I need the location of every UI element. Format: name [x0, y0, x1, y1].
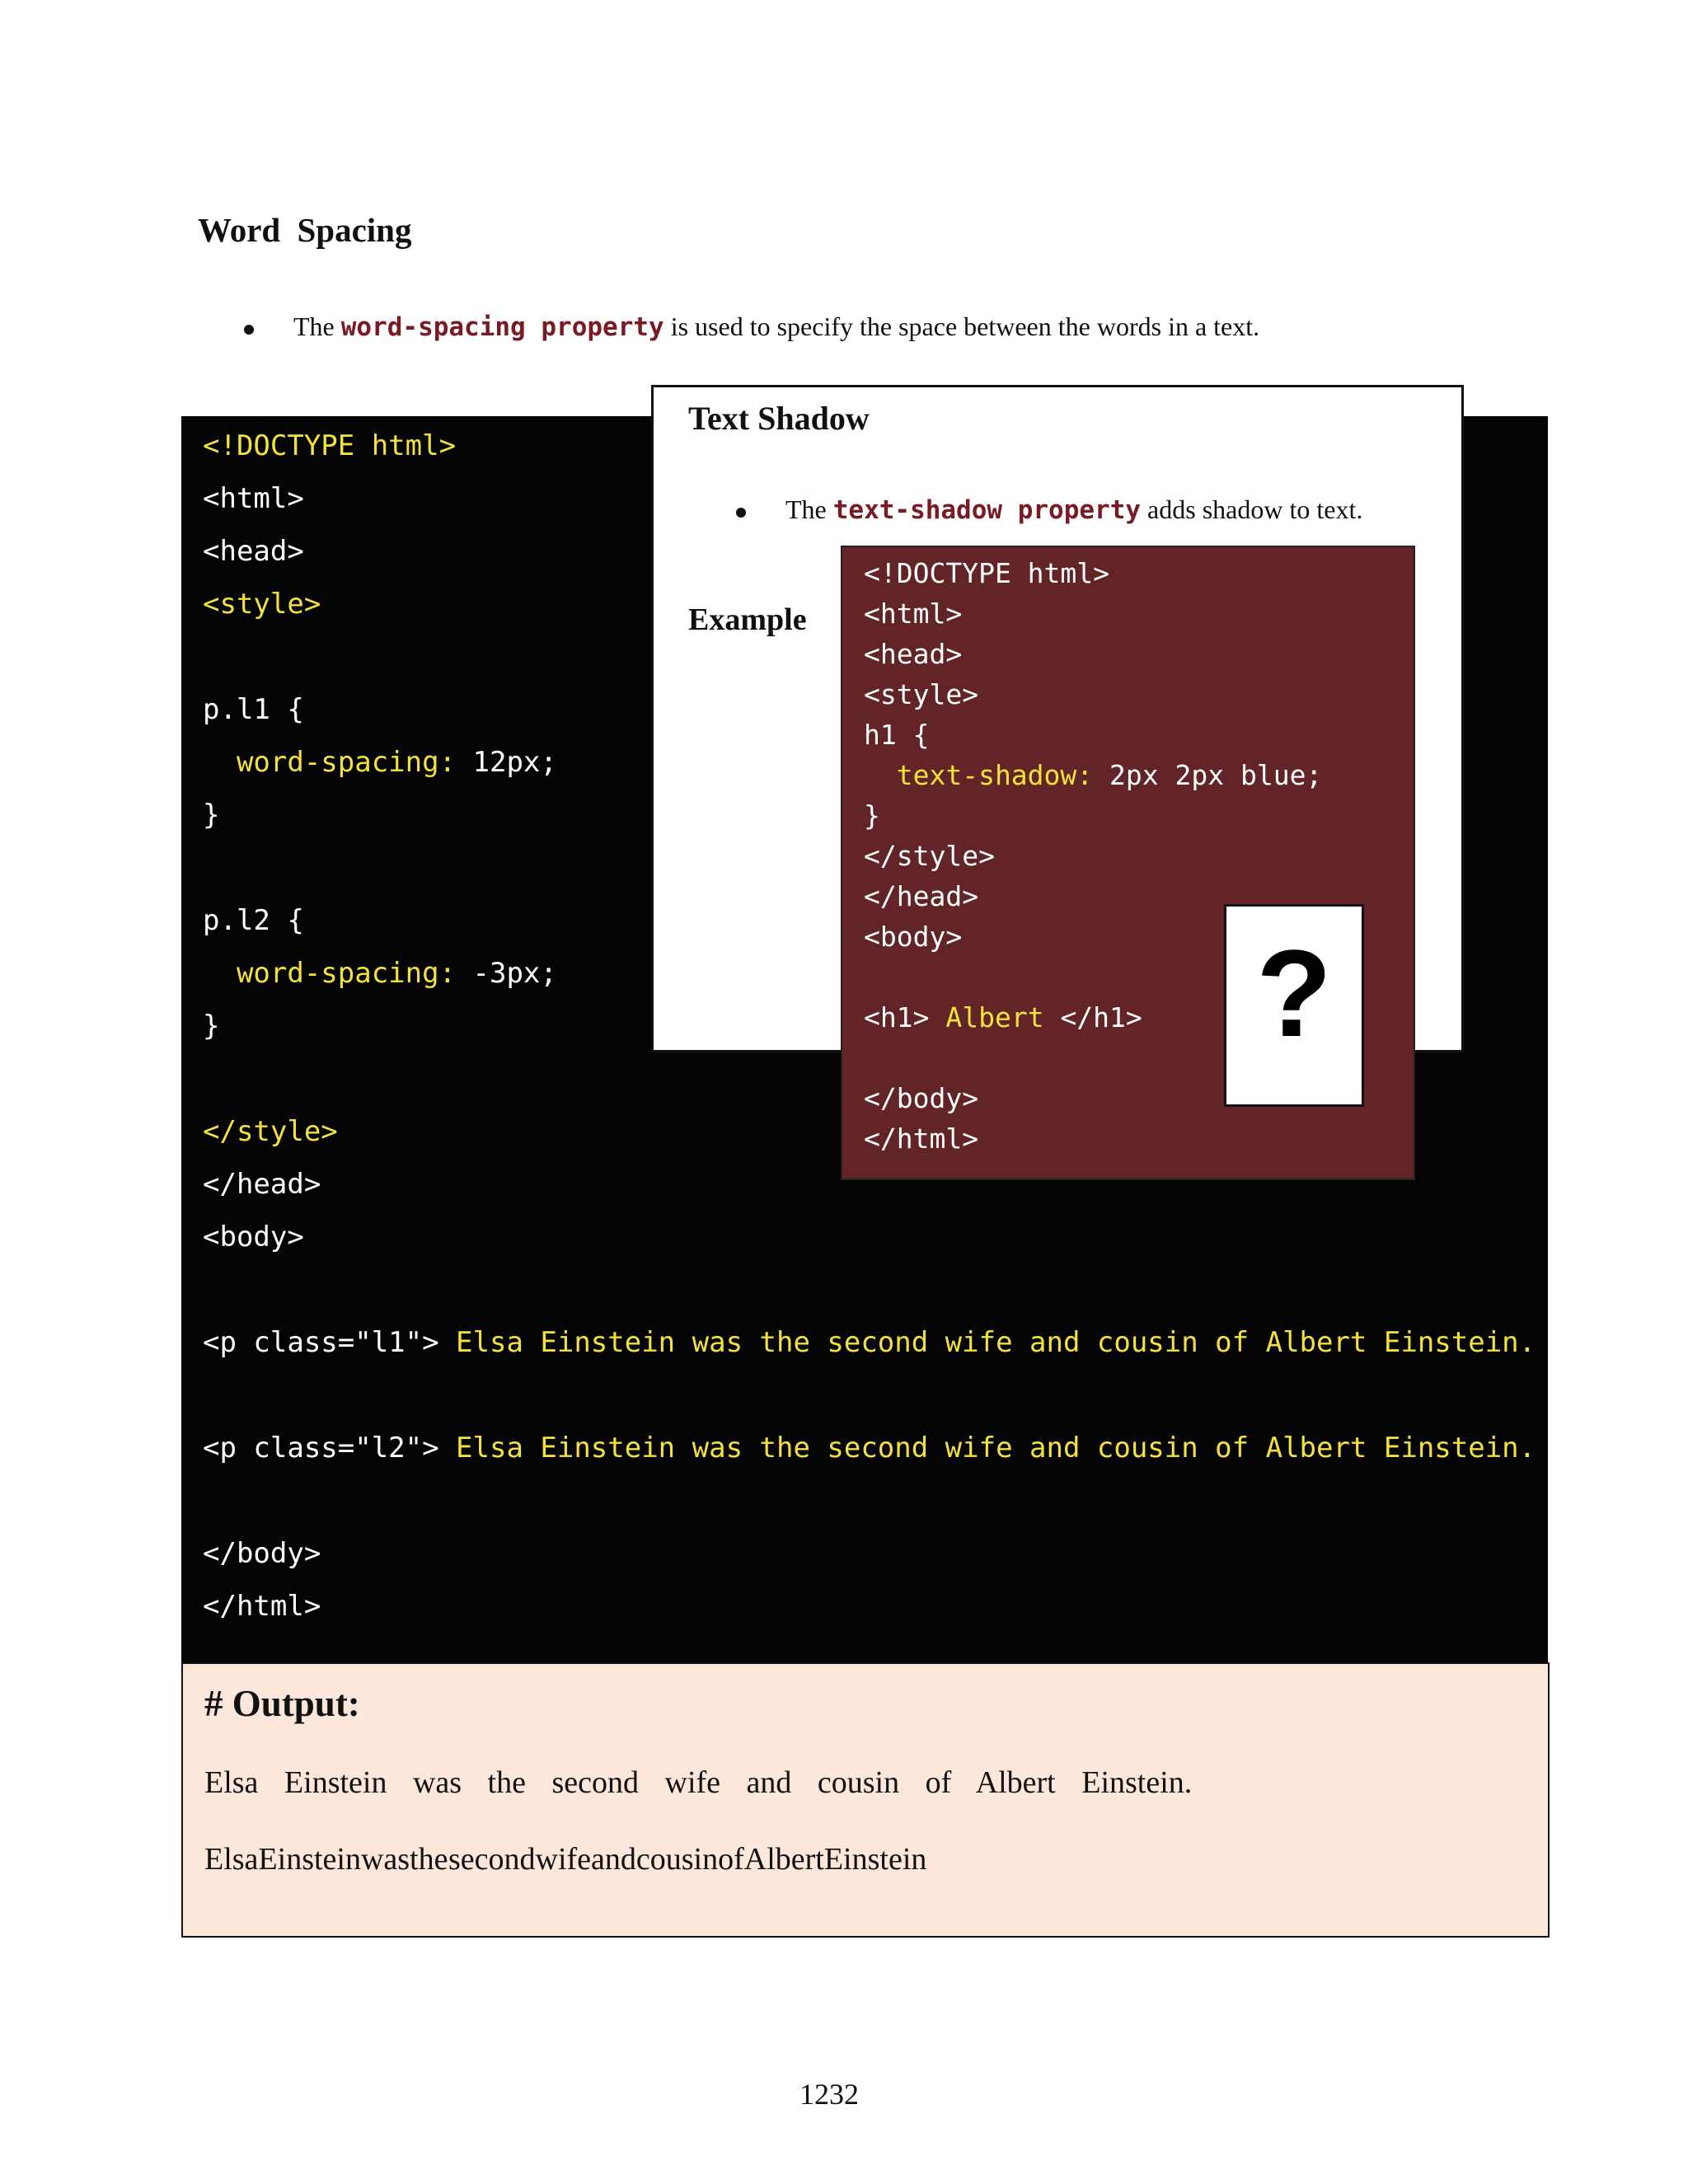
- code-line: p.l2 {: [203, 904, 304, 937]
- code-line: <style>: [203, 588, 321, 621]
- html-text: Albert: [929, 1001, 1061, 1033]
- css-value: 12px;: [456, 746, 557, 779]
- code-line: }: [864, 799, 880, 832]
- html-text: Elsa Einstein was the second wife and cousin of Albert Einstein.: [438, 1326, 1536, 1359]
- code-line: </head>: [864, 880, 979, 912]
- word-spacing-intro: [244, 312, 1259, 342]
- code-line: p.l1 {: [203, 693, 304, 726]
- code-line: </style>: [203, 1115, 338, 1148]
- code-line: <style>: [864, 678, 979, 710]
- code-line: <body>: [864, 921, 963, 953]
- code-line: </style>: [864, 840, 995, 872]
- code-line: </head>: [203, 1168, 321, 1201]
- html-tag: </p>: [1536, 1326, 1620, 1359]
- code-line: }: [203, 1010, 220, 1043]
- css-property: text-shadow:: [864, 759, 1094, 791]
- code-line: <body>: [203, 1221, 304, 1254]
- output-box: [181, 1662, 1550, 1938]
- output-line-wide-spacing: Elsa Einstein was the second wife and cousin of Albert Einstein.: [204, 1765, 1193, 1800]
- html-tag: <h1>: [864, 1001, 930, 1033]
- text-shadow-title: Text Shadow: [688, 400, 870, 437]
- code-line: </body>: [203, 1537, 321, 1570]
- bullet-icon: [736, 508, 746, 518]
- code-line: h1 {: [864, 719, 930, 751]
- css-property: word-spacing:: [203, 957, 457, 990]
- code-line: <!DOCTYPE html>: [203, 429, 457, 462]
- html-text: Elsa Einstein was the second wife and cousin of Albert Einstein.: [438, 1432, 1536, 1465]
- code-line: [203, 746, 557, 779]
- code-line: <head>: [203, 535, 304, 568]
- css-property: word-spacing:: [203, 746, 457, 779]
- output-line-narrow-spacing: ElsaEinsteinwasthe secondwifeandcousinofAlbertEinstein: [204, 1842, 927, 1877]
- html-tag: </h1>: [1060, 1001, 1142, 1033]
- code-line: [864, 1001, 1142, 1033]
- question-mark-box: [1224, 904, 1364, 1107]
- code-line: <html>: [864, 598, 963, 630]
- page-number: 1232: [799, 2078, 859, 2111]
- output-title: # Output:: [204, 1683, 360, 1724]
- intro-prefix: The: [785, 494, 833, 524]
- text-shadow-intro: [736, 494, 1362, 525]
- code-line: [203, 1432, 1620, 1465]
- bullet-icon: [244, 325, 254, 335]
- code-line: <html>: [203, 482, 304, 515]
- html-tag: <p class="l2">: [203, 1432, 439, 1465]
- code-line: <!DOCTYPE html>: [864, 557, 1110, 589]
- intro-suffix: adds shadow to text.: [1141, 494, 1363, 524]
- code-line: </html>: [203, 1590, 321, 1623]
- example-label: Example: [688, 602, 807, 637]
- code-line: [203, 1326, 1620, 1359]
- code-line: }: [203, 799, 220, 832]
- css-value: 2px 2px blue;: [1093, 759, 1323, 791]
- html-tag: <p class="l1">: [203, 1326, 439, 1359]
- html-tag: </p>: [1536, 1432, 1620, 1465]
- code-line: <head>: [864, 638, 963, 670]
- code-line: </body>: [864, 1082, 979, 1114]
- code-line: </html>: [864, 1122, 979, 1155]
- css-value: -3px;: [456, 957, 557, 990]
- code-line: [864, 759, 1322, 791]
- intro-keyword: text-shadow property: [832, 495, 1142, 525]
- section-title: Word Spacing: [198, 211, 412, 249]
- code-line: [203, 957, 557, 990]
- question-mark-icon: ?: [1256, 924, 1332, 1062]
- intro-suffix: is used to specify the space between the words in a text.: [663, 312, 1260, 341]
- intro-prefix: The: [293, 312, 341, 341]
- intro-keyword: word-spacing property: [340, 312, 664, 342]
